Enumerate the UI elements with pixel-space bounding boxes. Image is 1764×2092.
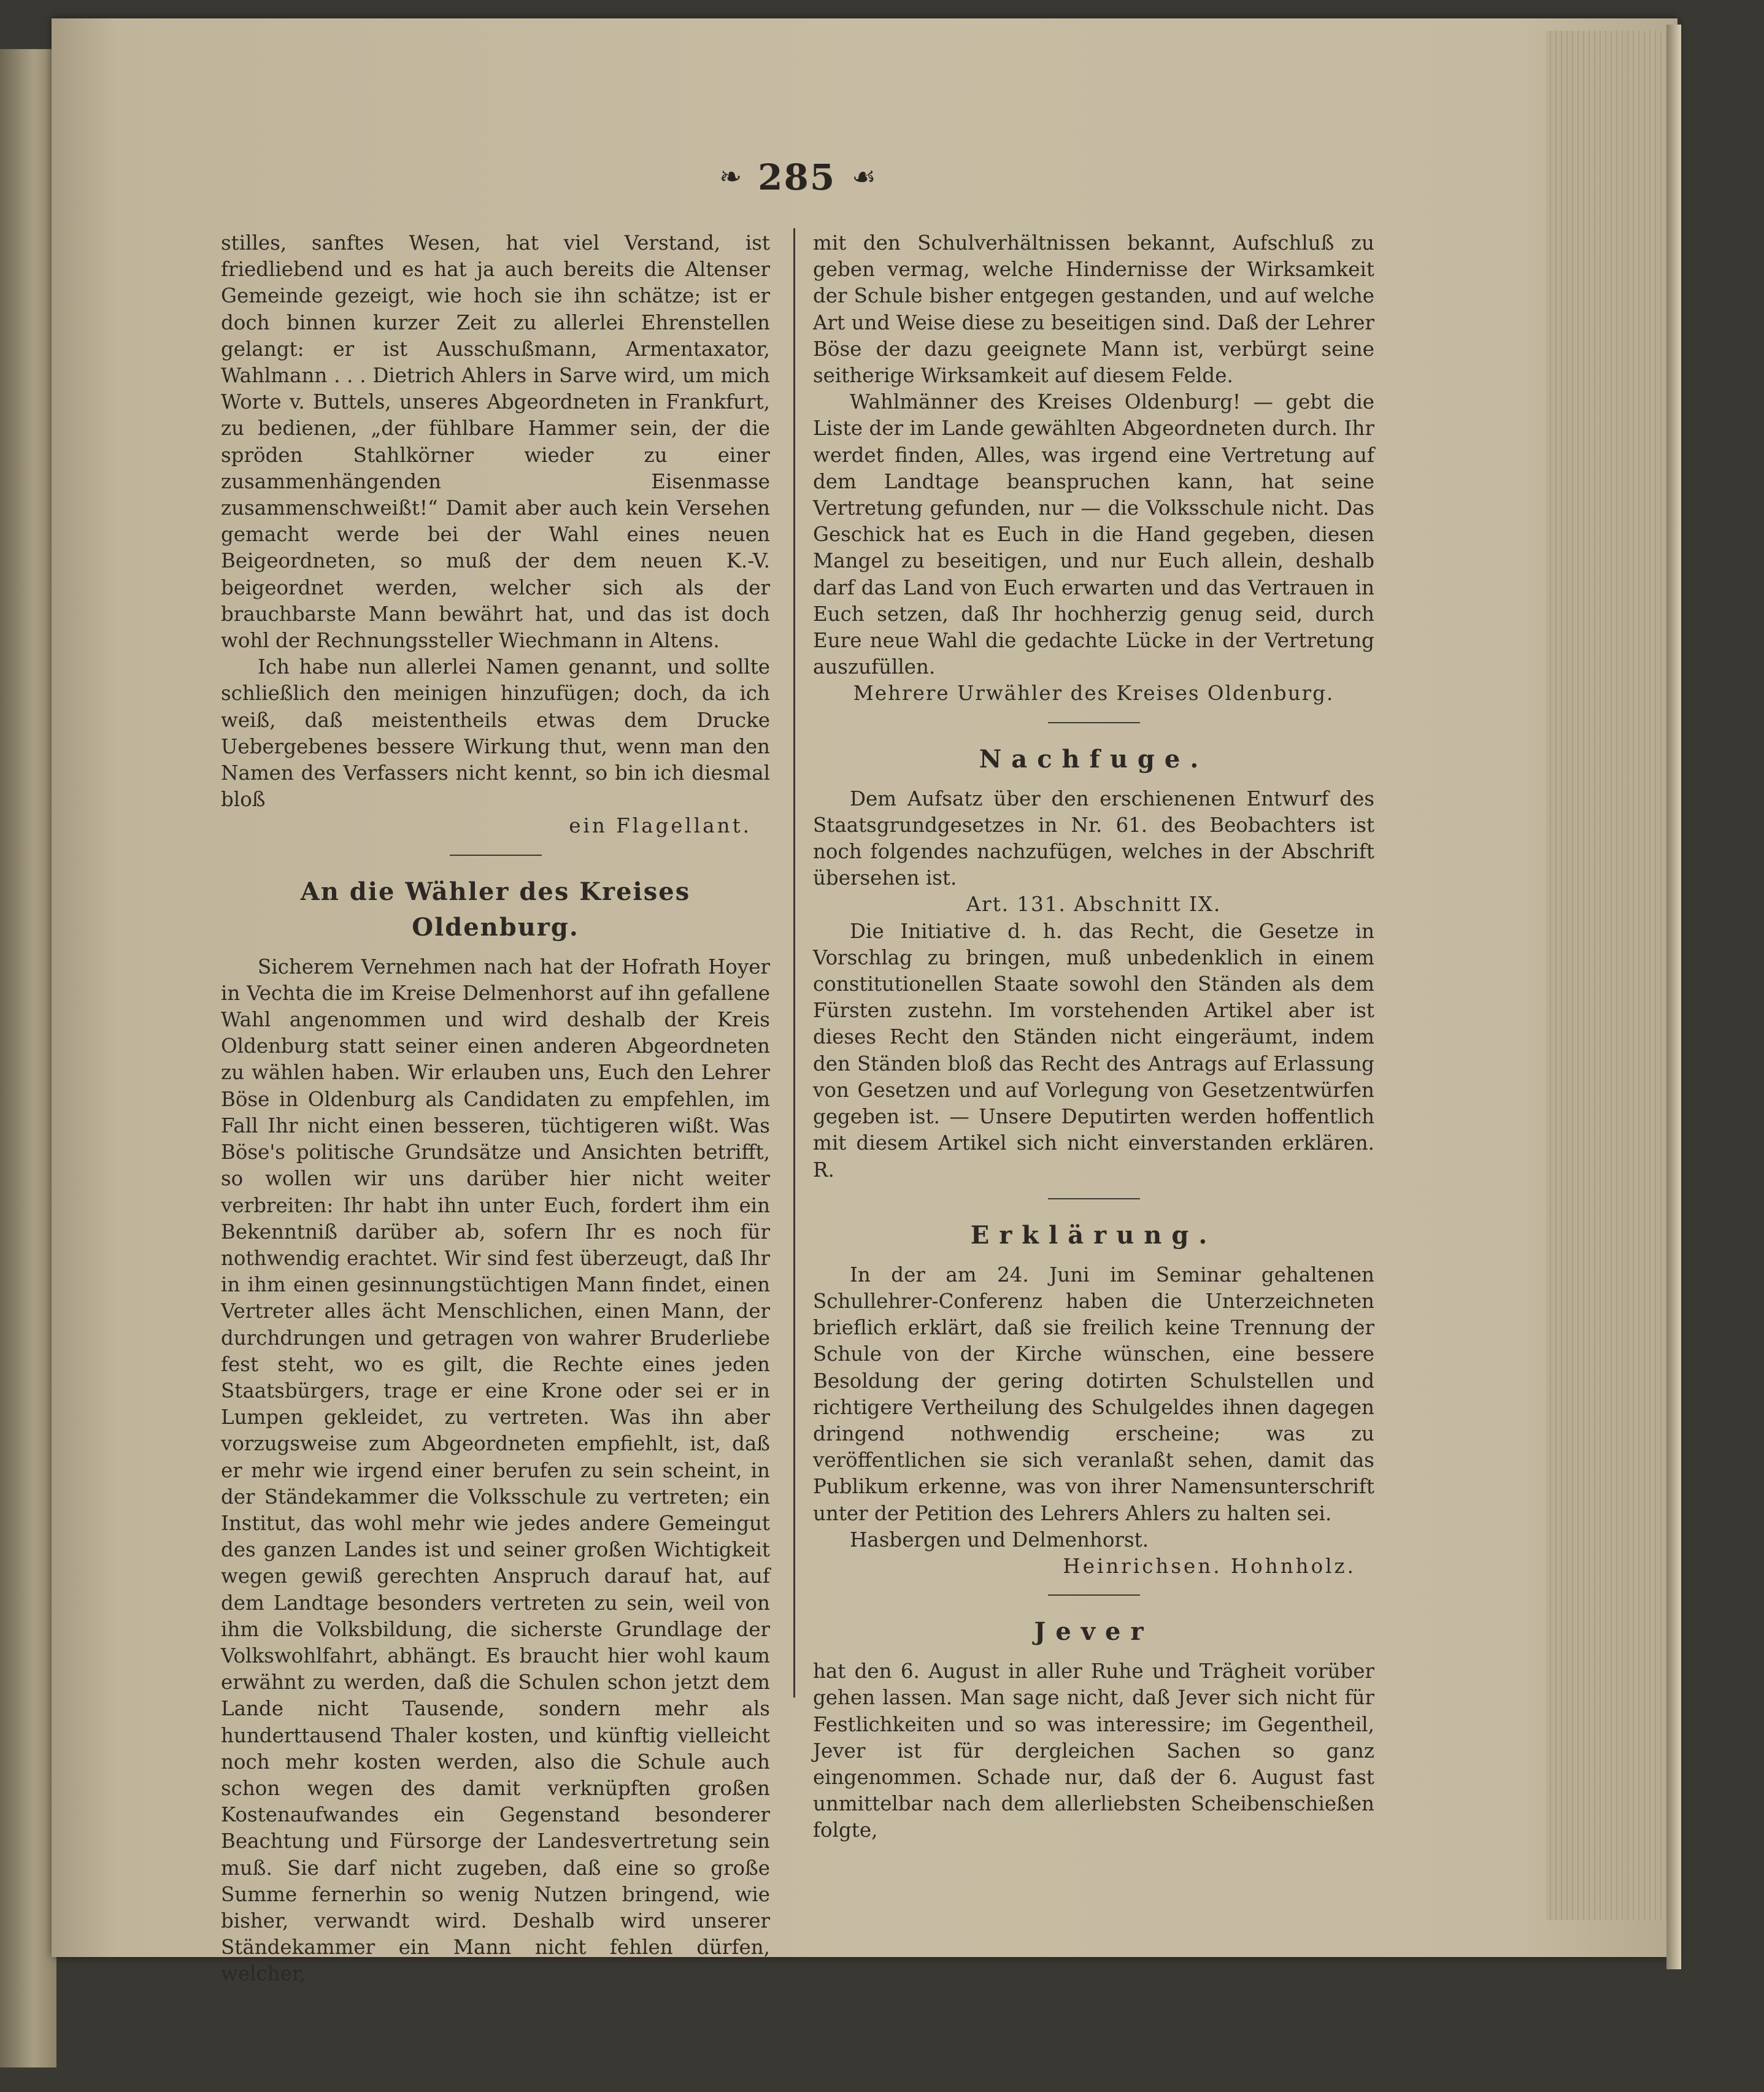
section-heading: Erklärung.: [970, 1220, 1217, 1250]
place-line: Hasbergen und Delmenhorst.: [850, 1528, 1149, 1552]
article-reference: Art. 131. Abschnitt IX.: [966, 893, 1222, 917]
paragraph: Die Initiative d. h. das Recht, die Gesetze in Vorschlag zu bringen, muß unbedenklich in einem constitutionellen Staate sowohl den Ständen als dem Fürsten zustehn. Im vorstehenden Artikel aber ist dieses Recht den Ständen nicht eingeräumt, indem den Ständen bloß das Recht des Antrags auf Erlassung von Gesetzen und auf Vorlegung von Gesetzentwürfen gegeben ist. — Unsere Deputirten werden hoffentlich mit diesem Artikel sich nicht einverstanden erklären. R.: [813, 919, 1374, 1182]
paragraph: mit den Schulverhältnissen bekannt, Aufschluß zu geben vermag, welche Hindernisse der Wirksamkeit der Schule bisher entgegen gestanden, und auf welche Art und Weise diese zu beseitigen sind. Daß der Lehrer Böse der dazu geeignete Mann ist, verbürgt seine seitherige Wirksamkeit auf diesem Felde.: [813, 231, 1374, 388]
signature: Heinrichsen. Hohnholz.: [1063, 1554, 1356, 1578]
section-heading: An die Wähler des Kreises Oldenburg.: [300, 877, 691, 942]
ornament-left-icon: ❧: [719, 161, 742, 193]
page-header: [638, 156, 957, 206]
paragraph: Wahlmänner des Kreises Oldenburg! — gebt die Liste der im Lande gewählten Abgeordneten durch. Ihr werdet finden, Alles, was irgend eine Vertretung auf dem Landtage beanspruchen kann, hat seine Vertretung gefunden, nur — die Volksschule nicht. Das Geschick hat es Euch in die Hand gegeben, diesen Mangel zu beseitigen, und nur Euch allein, deshalb darf das Land von Euch erwarten und das Vertrauen in Euch setzen, daß Ihr hochherzig genug seid, durch Eure neue Wahl die gedachte Lücke in der Vertretung auszufüllen.: [813, 390, 1374, 679]
section-rule: [1048, 722, 1140, 723]
paragraph: Sicherem Vernehmen nach hat der Hofrath Hoyer in Vechta die im Kreise Delmenhorst auf ihn gefallene Wahl angenommen und wird deshalb der Kreis Oldenburg statt seiner einen anderen Abgeordneten zu wählen haben. Wir erlauben uns, Euch den Lehrer Böse in Oldenburg als Candidaten zu empfehlen, im Fall Ihr nicht einen besseren, tüchtigeren wißt. Was Böse's politische Grundsätze und Ansichten betrifft, so wollen wir uns darüber hier nicht weiter verbreiten: Ihr habt ihn unter Euch, fordert ihm ein Bekenntniß darüber ab, sofern Ihr es noch für nothwendig erachtet. Wir sind fest überzeugt, daß Ihr in ihm einen gesinnungstüchtigen Mann findet, einen Vertreter alles ächt Menschlichen, einen Mann, der durchdrungen und getragen von wahrer Bruderliebe fest steht, wo es gilt, die Rechte eines jeden Staatsbürgers, trage er eine Krone oder sei er in Lumpen gekleidet, zu vertreten. Was ihn aber vorzugsweise zum Abgeordneten empfiehlt, ist, daß er mehr wie irgend einer berufen zu sein scheint, in der Ständekammer die Volksschule zu vertreten; ein Institut, das wohl mehr wie jedes andere Gemeingut des ganzen Landes ist und seiner großen Wichtigkeit wegen gewiß gerechten Anspruch darauf hat, auf dem Landtage besonders vertreten zu sein, weil von ihm die Volksbildung, die sicherste Grundlage der Volkswohlfahrt, abhängt. Es braucht hier wohl kaum erwähnt zu werden, daß die Schulen schon jetzt dem Lande nicht Tausende, sondern mehr als hunderttausend Thaler kosten, und künftig vielleicht noch mehr kosten werden, also die Schule auch schon wegen des damit verknüpften großen Kostenaufwandes ein Gegenstand besonderer Beachtung und Fürsorge der Landesvertretung sein muß. Sie darf nicht zugeben, daß eine so große Summe fernerhin so wenig Nutzen bringend, wie bisher, verwandt wird. Deshalb wird unserer Ständekammer ein Mann nicht fehlen dürfen, welcher,: [221, 955, 770, 1986]
section-rule: [450, 855, 542, 856]
ornament-right-icon: ☙: [852, 161, 876, 193]
paragraph: Dem Aufsatz über den erschienenen Entwurf des Staatsgrundgesetzes in Nr. 61. des Beobachters ist noch folgendes nachzufügen, welches in der Abschrift übersehen ist.: [813, 786, 1374, 890]
paragraph: Ich habe nun allerlei Namen genannt, und sollte schließlich den meinigen hinzufügen; doch, da ich weiß, daß meistentheils etwas dem Drucke Uebergebenes bessere Wirkung thut, wenn man den Namen des Verfassers nicht kennt, so bin ich diesmal bloß: [221, 655, 770, 812]
right-column: [813, 230, 1374, 1842]
paragraph: stilles, sanftes Wesen, hat viel Verstand, ist friedliebend und es hat ja auch bereits die Altenser Gemeinde gezeigt, wie hoch sie ihn schätze; ist er doch binnen kurzer Zeit zu allerlei Ehrenstellen gelangt: er ist Ausschußmann, Armentaxator, Wahlmann . . . Dietrich Ahlers in Sarve wird, um mich Worte v. Buttels, unseres Abgeordneten in Frankfurt, zu bedienen, „der fühlbare Hammer sein, der die spröden Stahlkörner wieder zu einer zusammenhängenden Eisenmasse zusammenschweißt!“ Damit aber auch kein Versehen gemacht werde bei der Wahl eines neuen Beigeordneten, so muß der dem neuen K.-V. beigeordnet werden, welcher sich als der brauchbarste Mann bewährt hat, und das ist doch wohl der Rechnungssteller Wiechmann in Altens.: [221, 231, 770, 653]
column-divider: [793, 228, 795, 1698]
facing-page-edge: [0, 49, 56, 2067]
section-rule: [1048, 1594, 1140, 1596]
section-rule: [1048, 1198, 1140, 1199]
paragraph: In der am 24. Juni im Seminar gehaltenen Schullehrer-Conferenz haben die Unterzeichneten brieflich erklärt, daß sie freilich keine Trennung der Schule von der Kirche wünschen, eine bessere Besoldung der gering dotirten Schulstellen und richtigere Vertheilung des Schulgeldes ihnen dagegen dringend nothwendig erscheine; was zu veröffentlichen sie sich veranlaßt sehen, damit das Publikum erkenne, was von ihrer Namensunterschrift unter der Petition des Lehrers Ahlers zu halten sei.: [813, 1263, 1374, 1525]
signature: Mehrere Urwähler des Kreises Oldenburg.: [853, 682, 1335, 706]
section-heading: Nachfuge.: [979, 744, 1209, 774]
signature: ein Flagellant.: [569, 814, 752, 838]
page-edges: [1546, 31, 1669, 1920]
page-number: 285: [758, 156, 836, 198]
left-column: [221, 230, 770, 1986]
book-cover-edge: [1666, 25, 1681, 1969]
section-heading: Jever: [1034, 1617, 1154, 1647]
paragraph: hat den 6. August in aller Ruhe und Trägheit vorüber gehen lassen. Man sage nicht, daß Jever sich nicht für Festlichkeiten und so was interessire; im Gegentheil, Jever ist für dergleichen Sachen so ganz eingenommen. Schade nur, daß der 6. August fast unmittelbar nach dem allerliebsten Scheibenschießen folgte,: [813, 1659, 1374, 1842]
